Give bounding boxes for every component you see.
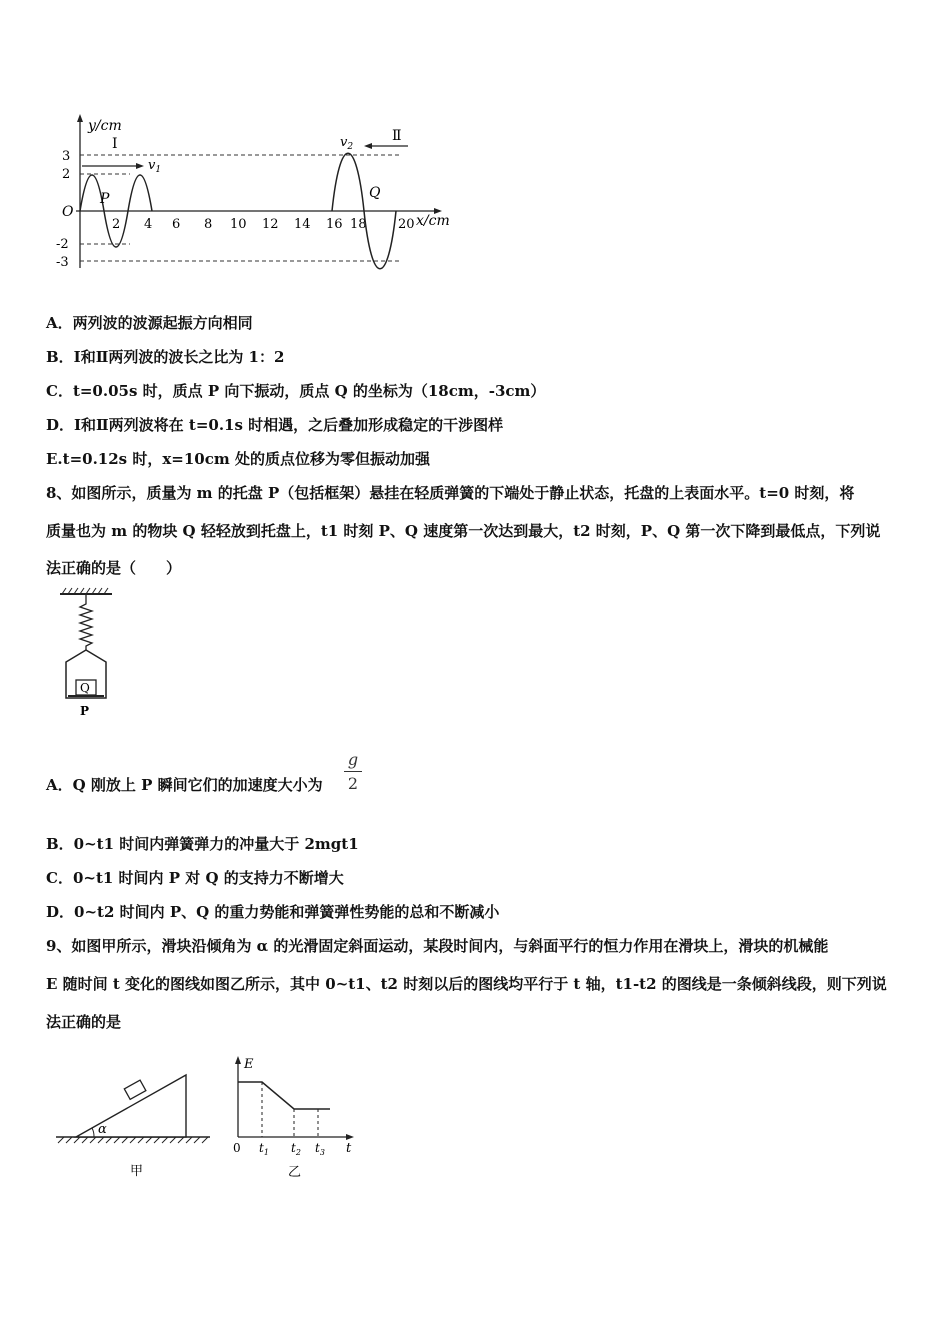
energy-curve xyxy=(238,1082,330,1109)
e-axis-label: E xyxy=(244,1057,254,1072)
fig-jia-caption: 甲 xyxy=(130,1164,144,1179)
wave-1-velocity-label: $v_1$ xyxy=(148,158,162,175)
spring-tray-figure xyxy=(50,588,130,718)
q8-option-a-fraction xyxy=(344,750,362,793)
ground-hatch xyxy=(58,1137,208,1143)
q7-option-d: D．Ⅰ和Ⅱ两列波将在 t=0.1s 时相遇，之后叠加形成稳定的干涉图样 xyxy=(46,416,504,434)
q7-option-c: C．t=0.05s 时，质点 P 向下振动，质点 Q 的坐标为（18cm，-3cm） xyxy=(46,382,546,400)
q7-option-e: E.t=0.12s 时，x=10cm 处的质点位移为零但振动加强 xyxy=(46,450,430,468)
fig-yi-caption: 乙 xyxy=(288,1165,302,1180)
spring xyxy=(80,594,92,650)
wave-origin-label: O xyxy=(62,204,74,220)
q9-stem-line-1: 9、如图甲所示，滑块沿倾角为 α 的光滑固定斜面运动，某段时间内，与斜面平行的恒力作用在滑块上，滑块的机械能 xyxy=(46,937,829,955)
t-axis-arrow xyxy=(346,1134,354,1140)
incline-figure xyxy=(50,1065,220,1180)
incline-wedge xyxy=(76,1075,186,1137)
wave-y-tick-3: 3 xyxy=(62,149,71,164)
t2-label: $t_2$ xyxy=(291,1141,301,1157)
block-q-label: Q xyxy=(80,681,90,695)
wave-1-velocity-arrowhead xyxy=(136,163,144,169)
wave-x-tick: 12 xyxy=(262,217,279,232)
e-axis-arrow xyxy=(235,1056,241,1064)
wave-y-tick-m2: -2 xyxy=(56,237,69,252)
wave-p-label: P xyxy=(100,191,110,207)
tray-p-label: P xyxy=(80,704,90,718)
wave-x-tick: 4 xyxy=(144,217,153,232)
t-axis-label: t xyxy=(346,1141,352,1156)
t3-label: $t_3$ xyxy=(315,1141,325,1157)
wave-2-label: Ⅱ xyxy=(392,128,402,144)
wave-y-tick-2: 2 xyxy=(62,167,71,182)
wave-figure xyxy=(40,108,470,288)
wave-q-label: Q xyxy=(369,185,381,201)
q8-option-c: C．0~t1 时间内 P 对 Q 的支持力不断增大 xyxy=(46,869,344,887)
q9-stem-line-3: 法正确的是 xyxy=(46,1013,122,1031)
wave-x-tick: 16 xyxy=(326,217,343,232)
fraction-bar xyxy=(344,771,362,772)
wave-x-axis-label: x/cm xyxy=(416,213,450,229)
wave-1-label: Ⅰ xyxy=(112,136,118,152)
q8-option-a: A．Q 刚放上 P 瞬间它们的加速度大小为 xyxy=(46,776,323,794)
fraction-denominator: 2 xyxy=(347,774,359,793)
q7-option-a: A．两列波的波源起振方向相同 xyxy=(46,314,253,332)
wave-x-tick: 10 xyxy=(230,217,247,232)
wave-x-tick: 14 xyxy=(294,217,311,232)
wave-2-velocity-arrowhead xyxy=(364,143,372,149)
q8-stem-line-3: 法正确的是（ ） xyxy=(46,559,182,577)
q9-stem-line-2: E 随时间 t 变化的图线如图乙所示，其中 0~t1、t2 时刻以后的图线均平行于 t 轴，t1-t2 的图线是一条倾斜线段，则下列说 xyxy=(46,975,887,993)
q8-stem-line-1: 8、如图所示，质量为 m 的托盘 P（包括框架）悬挂在轻质弹簧的下端处于静止状态，托盘的上表面水平。t=0 时刻，将 xyxy=(46,484,855,502)
wave-x-tick: 2 xyxy=(112,217,121,232)
energy-time-graph xyxy=(228,1052,368,1182)
wave-x-tick: 18 xyxy=(350,217,367,232)
zero-label: 0 xyxy=(233,1141,241,1155)
wave-2-velocity-label: $v_2$ xyxy=(340,135,354,152)
wave-y-tick-m3: -3 xyxy=(56,255,69,270)
angle-alpha-label: α xyxy=(98,1122,107,1137)
wave-x-tick: 6 xyxy=(172,217,181,232)
wave-x-tick: 20 xyxy=(398,217,415,232)
wave-x-tick: 8 xyxy=(204,217,213,232)
wave-x-ticks xyxy=(112,217,415,232)
t1-label: $t_1$ xyxy=(259,1141,269,1157)
q8-option-d: D．0~t2 时间内 P、Q 的重力势能和弹簧弹性势能的总和不断减小 xyxy=(46,903,500,921)
q8-stem-line-2: 质量也为 m 的物块 Q 轻轻放到托盘上，t1 时刻 P、Q 速度第一次达到最大，t2 时刻，P、Q 第一次下降到最低点，下列说 xyxy=(46,522,881,540)
fraction-numerator: g xyxy=(347,750,359,769)
wave-y-axis-arrow xyxy=(77,114,83,122)
wave-y-axis-label: y/cm xyxy=(88,118,122,134)
slider-block xyxy=(124,1080,146,1099)
q8-option-b: B．0~t1 时间内弹簧弹力的冲量大于 2mgt1 xyxy=(46,835,359,853)
q7-option-b: B．Ⅰ和Ⅱ两列波的波长之比为 1：2 xyxy=(46,348,285,366)
